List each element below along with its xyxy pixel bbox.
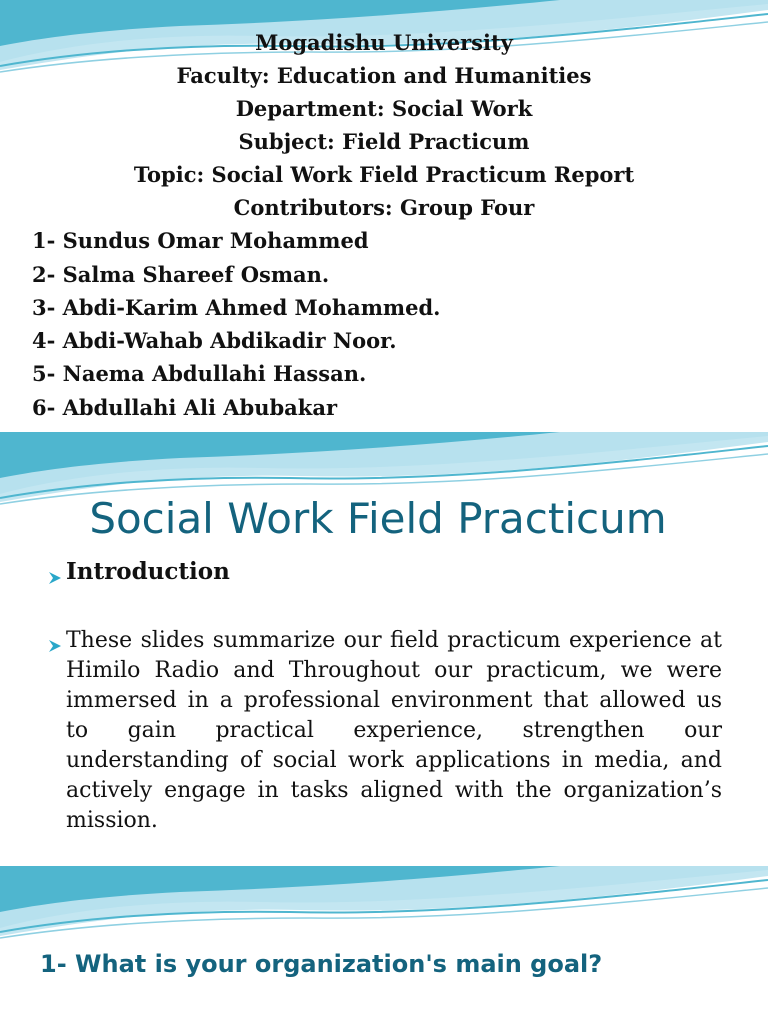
slide-cover bbox=[0, 0, 768, 432]
department-line: Department: Social Work bbox=[235, 96, 533, 121]
wave-decoration bbox=[0, 866, 768, 956]
member-item: 1- Sundus Omar Mohammed bbox=[32, 228, 369, 253]
member-item: 2- Salma Shareef Osman. bbox=[32, 262, 330, 287]
university-name: Mogadishu University bbox=[255, 30, 513, 55]
member-item: 3- Abdi-Karim Ahmed Mohammed. bbox=[32, 295, 441, 320]
contributors-line: Contributors: Group Four bbox=[233, 195, 535, 220]
bullet-summary-paragraph: These slides summarize our field practicum experience at Himilo Radio and Throughout our practicum, we were immersed in a professional environment that allowed us to gain practical experience, strengthen our understanding of social work applications in media, and actively engage in tasks aligned with the organization’s mission. bbox=[66, 628, 722, 833]
slide-question bbox=[0, 866, 768, 1024]
faculty-line: Faculty: Education and Humanities bbox=[176, 63, 592, 88]
member-item: 4- Abdi-Wahab Abdikadir Noor. bbox=[32, 328, 397, 353]
member-item: 6- Abdullahi Ali Abubakar bbox=[32, 395, 338, 420]
bullet-introduction: Introduction bbox=[66, 558, 230, 585]
slide-introduction bbox=[0, 432, 768, 866]
subject-line: Subject: Field Practicum bbox=[238, 129, 530, 154]
slide-title: Social Work Field Practicum bbox=[89, 494, 667, 543]
topic-line: Topic: Social Work Field Practicum Report bbox=[133, 162, 635, 187]
member-item: 5- Naema Abdullahi Hassan. bbox=[32, 361, 367, 386]
question-title: 1- What is your organization's main goal? bbox=[40, 950, 603, 978]
